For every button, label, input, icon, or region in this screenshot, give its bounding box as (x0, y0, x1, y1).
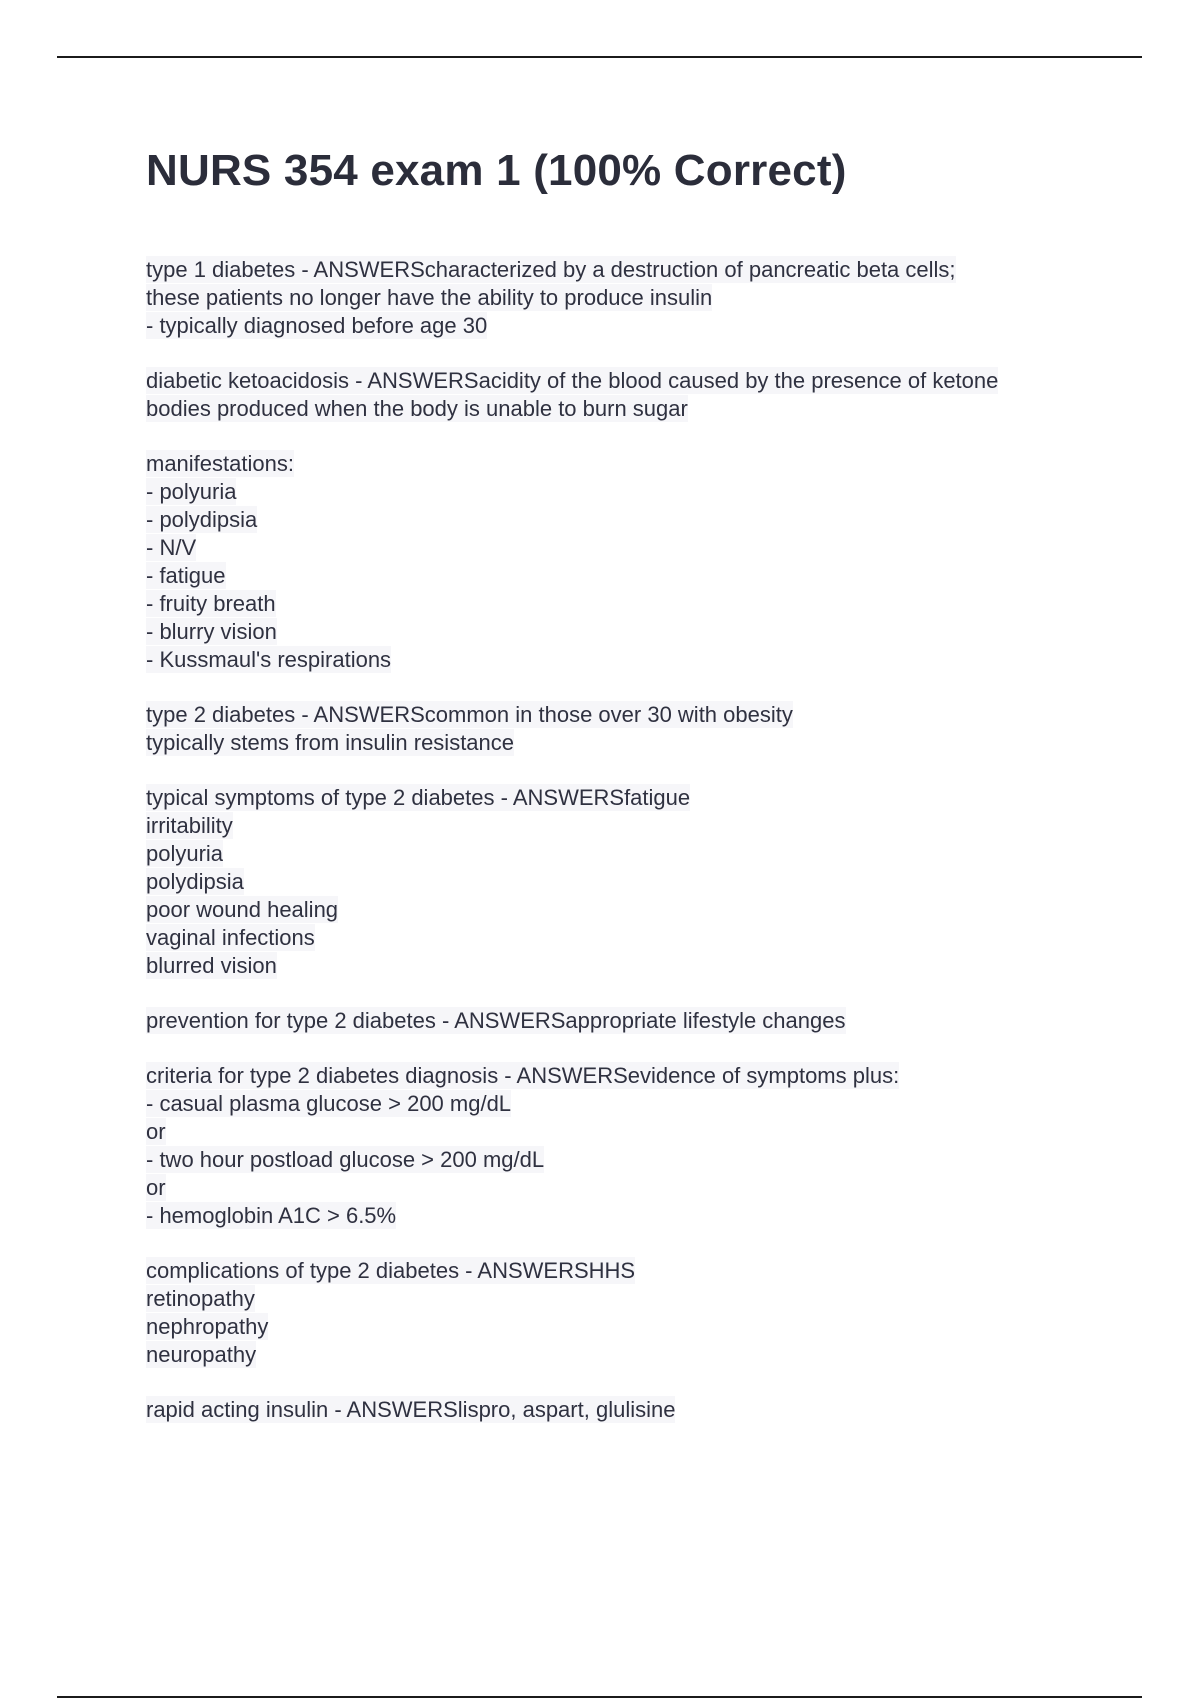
flashcard-text: or (146, 1119, 166, 1144)
flashcard-text: polydipsia (146, 869, 244, 894)
flashcard-answer-line (146, 590, 1146, 618)
flashcard-text: - casual plasma glucose > 200 mg/dL (146, 1091, 512, 1116)
flashcard-answer-line (146, 868, 1146, 896)
flashcard-text: complications of type 2 diabetes - ANSWERSHHS (146, 1258, 636, 1283)
flashcard-text: - Kussmaul's respirations (146, 647, 392, 672)
flashcard-answer-line (146, 1313, 1146, 1341)
flashcard-answer-line (146, 896, 1146, 924)
flashcard-answer-line (146, 395, 1146, 423)
flashcard-answer-line (146, 562, 1146, 590)
flashcard-term-line (146, 701, 1146, 729)
flashcard-text: these patients no longer have the ability to produce insulin (146, 285, 713, 310)
flashcard-answer-line (146, 506, 1146, 534)
flashcard-text: - two hour postload glucose > 200 mg/dL (146, 1147, 545, 1172)
flashcard (146, 701, 1146, 757)
flashcard-term-line (146, 450, 1146, 478)
flashcard (146, 450, 1146, 674)
flashcard-answer-line (146, 840, 1146, 868)
flashcard-text: - fatigue (146, 563, 226, 588)
flashcard-term-line (146, 1062, 1146, 1090)
flashcard-term-line (146, 1007, 1146, 1035)
flashcard-text: prevention for type 2 diabetes - ANSWERSappropriate lifestyle changes (146, 1008, 846, 1033)
flashcard-term-line (146, 1396, 1146, 1424)
flashcard-text: bodies produced when the body is unable to burn sugar (146, 396, 688, 421)
flashcard-answer-line (146, 284, 1146, 312)
flashcard (146, 1257, 1146, 1369)
flashcard-text: - hemoglobin A1C > 6.5% (146, 1203, 397, 1228)
bottom-divider (57, 1696, 1142, 1698)
flashcard-answer-line (146, 618, 1146, 646)
flashcard-text: type 1 diabetes - ANSWERScharacterized by a destruction of pancreatic beta cells; (146, 257, 956, 282)
flashcard-answer-line (146, 478, 1146, 506)
flashcard-answer-line (146, 729, 1146, 757)
flashcard (146, 256, 1146, 340)
flashcard-answer-line (146, 1146, 1146, 1174)
flashcard-term-line (146, 367, 1146, 395)
flashcard-text: typically stems from insulin resistance (146, 730, 515, 755)
flashcard-text: neuropathy (146, 1342, 257, 1367)
flashcard-text: - polyuria (146, 479, 237, 504)
flashcard-answer-line (146, 952, 1146, 980)
flashcard-text: retinopathy (146, 1286, 255, 1311)
flashcard-text: poor wound healing (146, 897, 339, 922)
flashcard-text: typical symptoms of type 2 diabetes - ANSWERSfatigue (146, 785, 691, 810)
page-title: NURS 354 exam 1 (100% Correct) (146, 146, 847, 195)
flashcard-term-line (146, 1257, 1146, 1285)
flashcard-answer-line (146, 924, 1146, 952)
flashcard (146, 367, 1146, 423)
flashcard-answer-line (146, 1341, 1146, 1369)
flashcard-text: - typically diagnosed before age 30 (146, 313, 488, 338)
flashcard-answer-line (146, 1118, 1146, 1146)
flashcard-answer-line (146, 1202, 1146, 1230)
flashcard (146, 784, 1146, 980)
flashcard-text: blurred vision (146, 953, 277, 978)
flashcard-text: irritability (146, 813, 233, 838)
flashcard-answer-line (146, 312, 1146, 340)
flashcard (146, 1396, 1146, 1424)
flashcard-text: rapid acting insulin - ANSWERSlispro, aspart, glulisine (146, 1397, 676, 1422)
flashcard-answer-line (146, 1090, 1146, 1118)
flashcard-term-line (146, 256, 1146, 284)
flashcard-answer-line (146, 646, 1146, 674)
flashcard-text: criteria for type 2 diabetes diagnosis - ANSWERSevidence of symptoms plus: (146, 1063, 900, 1088)
top-divider (57, 56, 1142, 58)
flashcard-text: nephropathy (146, 1314, 269, 1339)
flashcard-text: vaginal infections (146, 925, 315, 950)
flashcard-answer-line (146, 812, 1146, 840)
flashcard-text: - polydipsia (146, 507, 258, 532)
flashcard-text: - fruity breath (146, 591, 276, 616)
flashcard-text: manifestations: (146, 451, 294, 476)
flashcard-text: - N/V (146, 535, 197, 560)
flashcard (146, 1007, 1146, 1035)
flashcard-text: type 2 diabetes - ANSWERScommon in those over 30 with obesity (146, 702, 793, 727)
flashcard-text: diabetic ketoacidosis - ANSWERSacidity of the blood caused by the presence of ketone (146, 368, 999, 393)
flashcard-answer-line (146, 1285, 1146, 1313)
flashcard-answer-line (146, 534, 1146, 562)
flashcard-text: or (146, 1175, 166, 1200)
flashcard-list (146, 256, 1146, 1451)
flashcard-term-line (146, 784, 1146, 812)
flashcard (146, 1062, 1146, 1230)
flashcard-text: - blurry vision (146, 619, 277, 644)
flashcard-answer-line (146, 1174, 1146, 1202)
flashcard-text: polyuria (146, 841, 224, 866)
